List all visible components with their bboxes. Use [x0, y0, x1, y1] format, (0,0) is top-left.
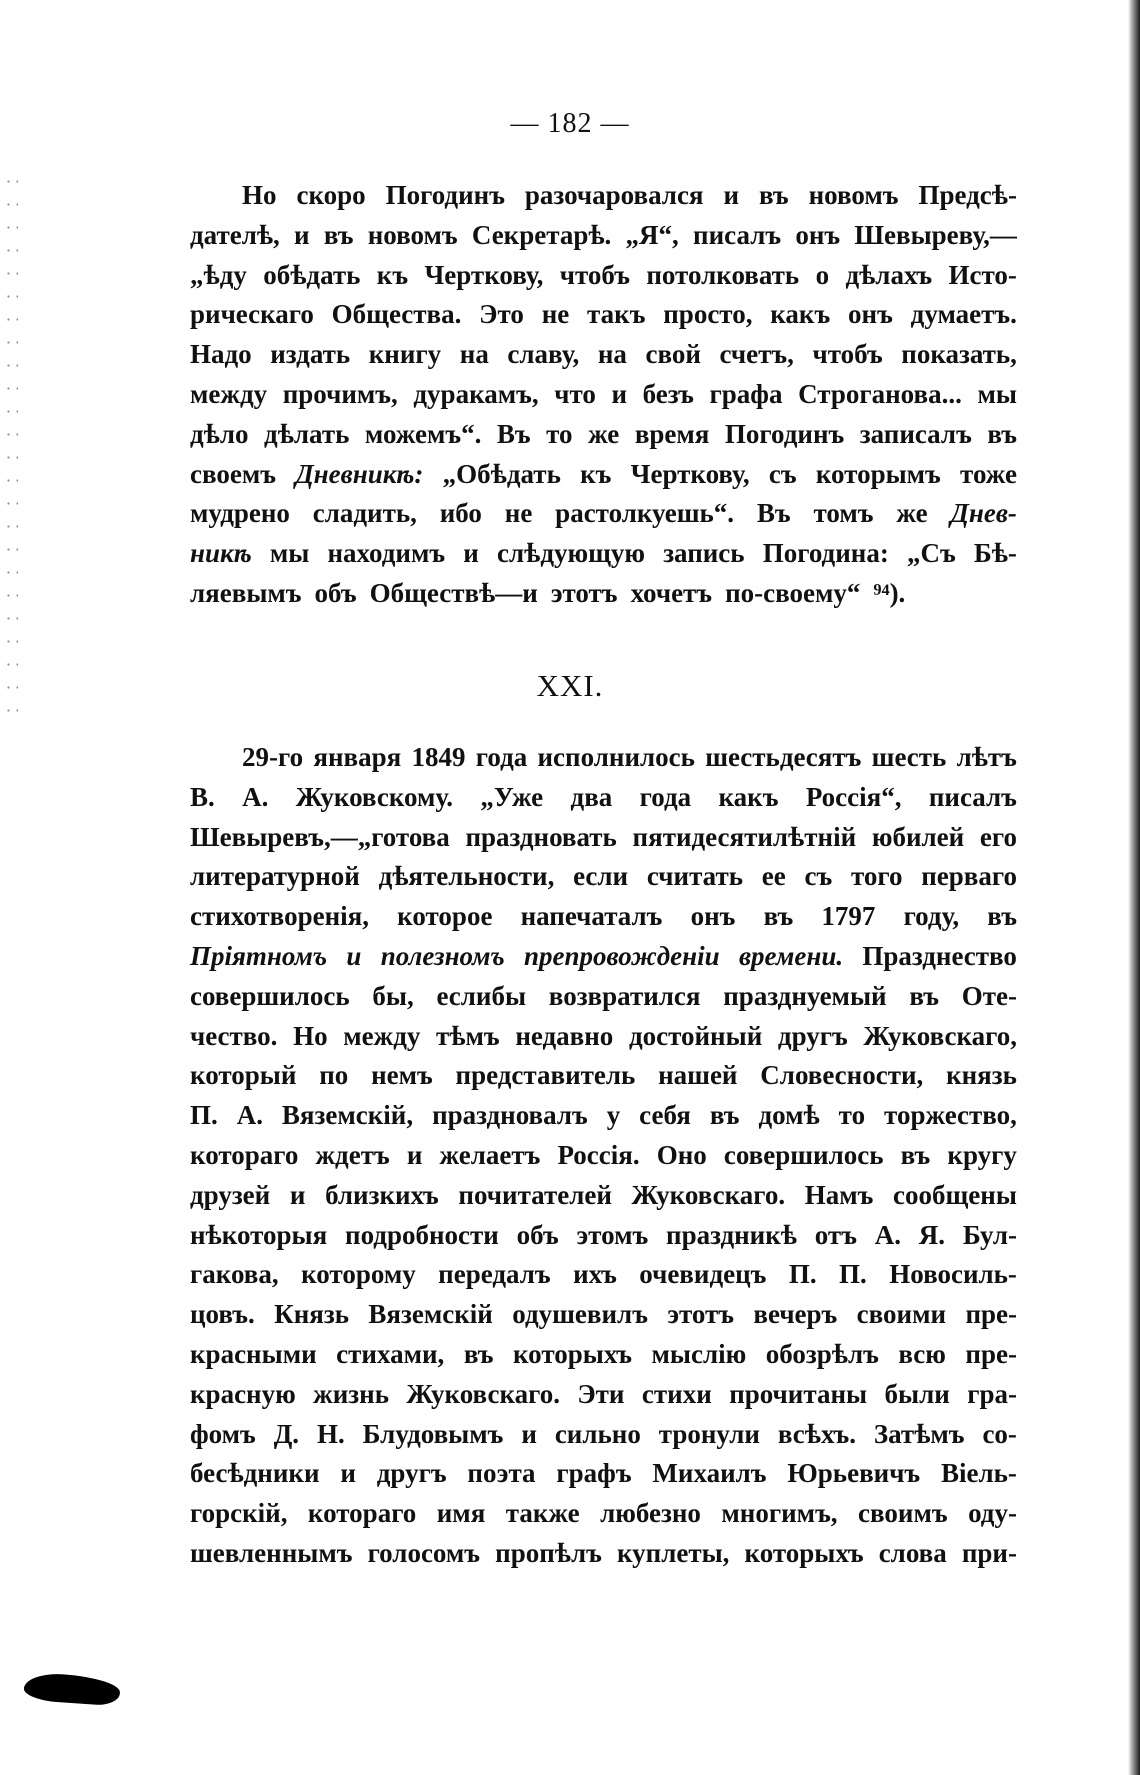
text-line: между прочимъ, дуракамъ, что и безъ графа Строганова... мы [190, 378, 1017, 409]
text-line: своемъ Дневникѣ: „Обѣдать къ Черткову, съ которымъ тоже [190, 458, 1017, 489]
text-line: дателѣ, и въ новомъ Секретарѣ. „Я“, писалъ онъ Шевыреву,— [190, 219, 1017, 250]
text-line: Надо издать книгу на славу, на свой счетъ, чтобъ показать, [190, 339, 1017, 370]
text-line: шевленнымъ голосомъ пропѣлъ куплеты, которыхъ слова при- [190, 1537, 1017, 1568]
ink-blot [23, 1672, 121, 1707]
text-line: рическаго Общества. Это не такъ просто, какъ онъ думаетъ. [190, 299, 1017, 330]
page-edge-shadow [1128, 0, 1140, 1775]
text-line: гакова, которому передалъ ихъ очевидецъ П. П. Новосиль- [190, 1259, 1017, 1290]
text-line: друзей и близкихъ почитателей Жуковскаго. Намъ сообщены [190, 1179, 1017, 1210]
text-line: чество. Но между тѣмъ недавно достойный другъ Жуковскаго, [190, 1020, 1017, 1051]
margin-specks [4, 170, 18, 730]
text-line: П. А. Вяземскій, праздновалъ у себя въ домѣ то торжество, [190, 1100, 1017, 1131]
text-line: бесѣдники и другъ поэта графъ Михаилъ Юрьевичъ Віель- [190, 1458, 1017, 1489]
text-line: Пріятномъ и полезномъ препровожденіи времени. Празднество [190, 940, 1017, 971]
page-number: — 182 — [510, 108, 630, 139]
text-line: Но скоро Погодинъ разочаровался и въ новомъ Предсѣ- [242, 180, 1017, 210]
paragraph-1 [190, 180, 1017, 618]
text-line: дѣло дѣлать можемъ“. Въ то же время Погодинъ записалъ въ [190, 418, 1017, 449]
text-line: „ѣду обѣдать къ Черткову, чтобъ потолковать о дѣлахъ Исто- [190, 259, 1017, 290]
text-line: стихотворенія, которое напечаталъ онъ въ 1797 году, въ [190, 901, 1017, 932]
text-line: мудрено сладить, ибо не растолкуешь“. Въ томъ же Днев- [190, 498, 1017, 529]
text-line: горскій, котораго имя также любезно многимъ, своимъ оду- [190, 1498, 1017, 1529]
text-line: который по немъ представитель нашей Словесности, князь [190, 1060, 1017, 1091]
text-line: котораго ждетъ и желаетъ Россія. Оно совершилось въ кругу [190, 1139, 1017, 1170]
paragraph-2 [190, 742, 1017, 1578]
text-line: литературной дѣятельности, если считать ее съ того перваго [190, 861, 1017, 892]
text-line: цовъ. Князь Вяземскій одушевилъ этотъ вечеръ своими пре- [190, 1299, 1017, 1330]
text-line: фомъ Д. Н. Блудовымъ и сильно тронули всѣхъ. Затѣмъ со- [190, 1418, 1017, 1449]
text-line: красными стихами, въ которыхъ мыслію обозрѣлъ всю пре- [190, 1338, 1017, 1369]
text-line: ляевымъ объ Обществѣ—и этотъ хочетъ по-своему“ ⁹⁴). [190, 577, 906, 608]
section-heading: XXI. [536, 668, 604, 703]
text-line: 29-го января 1849 года исполнилось шестьдесятъ шесть лѣтъ [242, 742, 1017, 772]
text-line: красную жизнь Жуковскаго. Эти стихи прочитаны были гра- [190, 1378, 1017, 1409]
text-line: никѣ мы находимъ и слѣдующую запись Погодина: „Съ Бѣ- [190, 538, 1017, 569]
text-line: нѣкоторыя подробности объ этомъ праздникѣ отъ А. Я. Бул- [190, 1219, 1017, 1250]
text-line: В. А. Жуковскому. „Уже два года какъ Россія“, писалъ [190, 781, 1017, 812]
text-line: Шевыревъ,—„готова праздновать пятидесятилѣтній юбилей его [190, 821, 1017, 852]
text-line: совершилось бы, еслибы возвратился празднуемый въ Оте- [190, 980, 1017, 1011]
